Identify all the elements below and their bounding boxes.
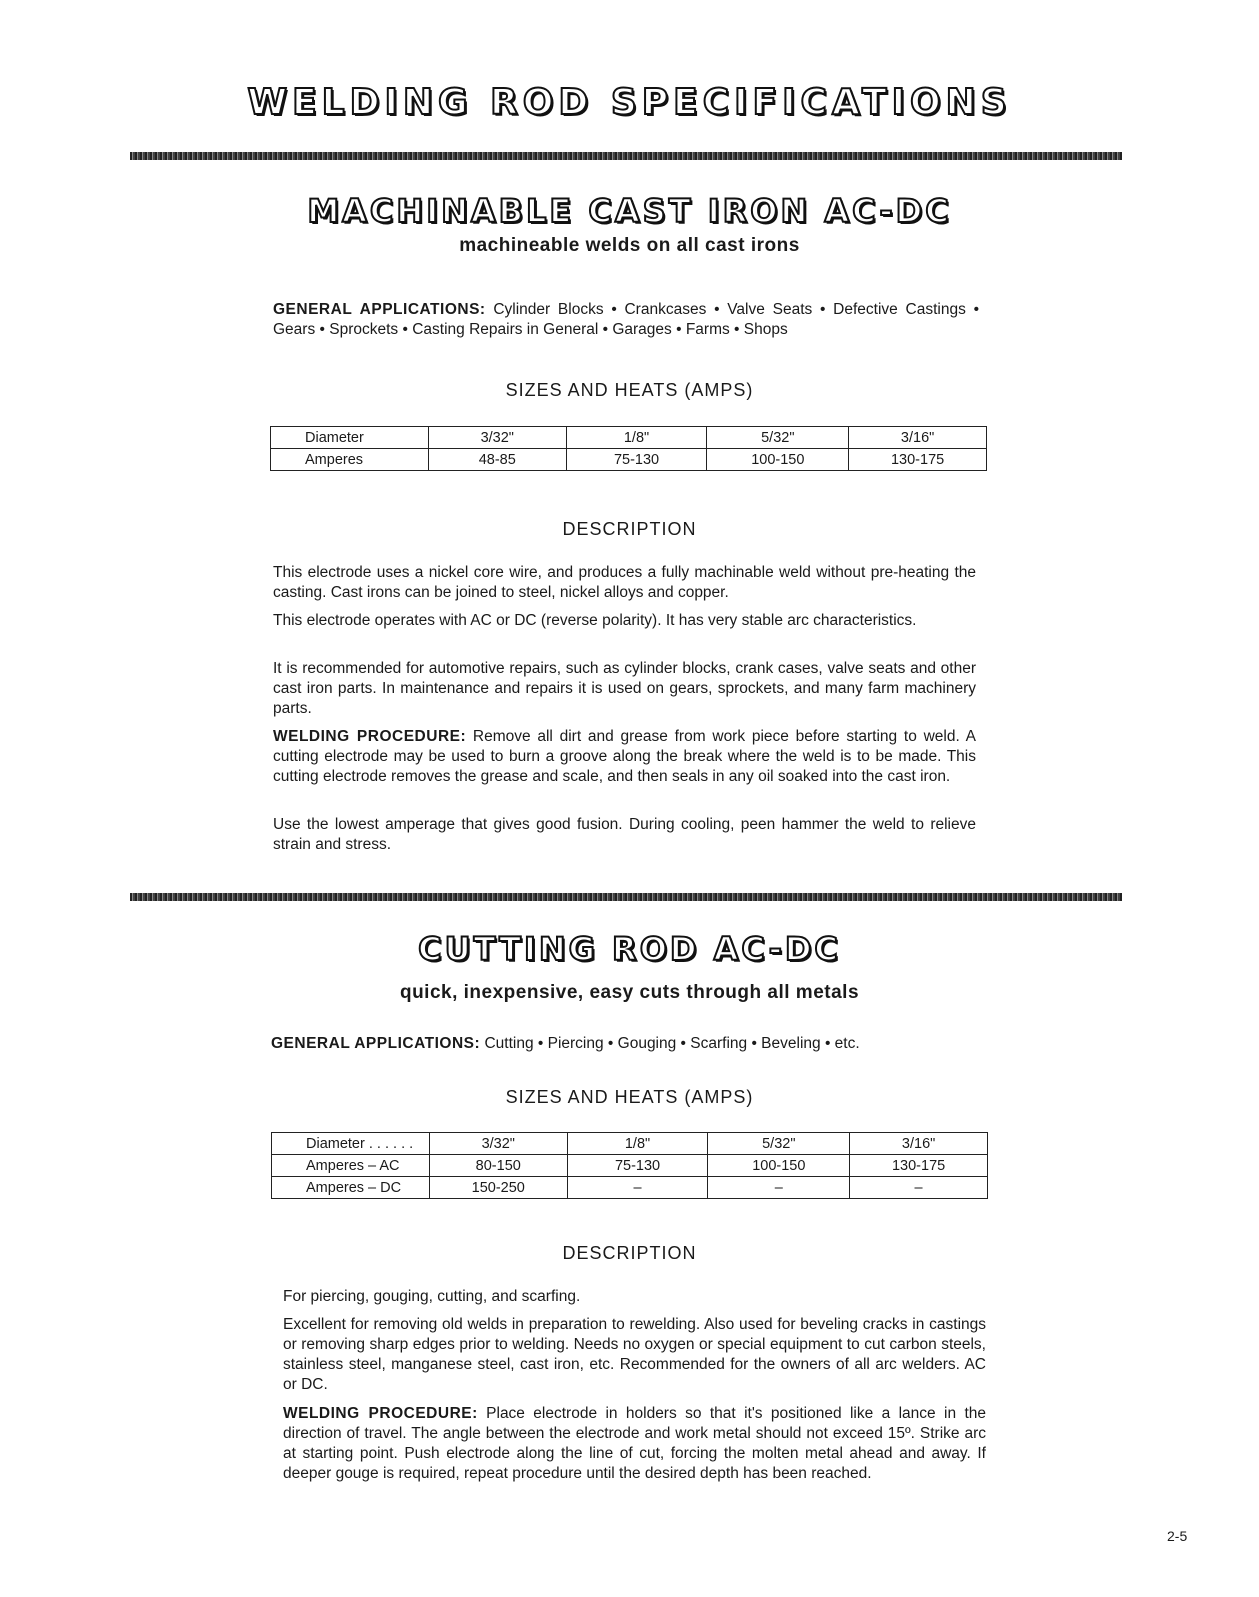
divider-middle xyxy=(130,893,1122,901)
table-cell: Diameter . . . . . . xyxy=(272,1133,430,1155)
table-cell: 3/32" xyxy=(429,1133,567,1155)
applications-text: Cutting • Piercing • Gouging • Scarfing • Beveling • etc. xyxy=(484,1035,860,1052)
section-subtitle-cutting-rod: quick, inexpensive, easy cuts through all metals xyxy=(399,982,860,1003)
table-cell: – xyxy=(850,1177,988,1199)
table-cell: 100-150 xyxy=(708,1155,850,1177)
table-cell: 150-250 xyxy=(429,1177,567,1199)
table-row xyxy=(272,1133,988,1155)
procedure-text: Place electrode in holders so that it's positioned like a lance in the direction of travel. The angle between the electrode and work metal should not exceed 15º. Strike arc at starting point. Push electrode along the line of cut, forcing the molten metal ahead and away. If deeper gouge is required, repeat procedure until the desired depth has been reached. xyxy=(283,1405,986,1482)
table-cell: 75-130 xyxy=(566,449,707,471)
table-cell: 80-150 xyxy=(429,1155,567,1177)
description-paragraph: This electrode uses a nickel core wire, and produces a fully machinable weld without pre-heating the casting. Cast irons can be joined to steel, nickel alloys and copper. xyxy=(273,564,976,601)
description-heading-cast-iron: DESCRIPTION xyxy=(562,519,697,539)
section-subtitle-cast-iron: machineable welds on all cast irons xyxy=(459,235,800,256)
table-cell: 130-175 xyxy=(849,449,987,471)
welding-procedure-cutting-rod xyxy=(283,1404,986,1484)
description-paragraph: It is recommended for automotive repairs, such as cylinder blocks, crank cases, valve seats and other cast iron parts. In maintenance and repairs it is used on gears, sprockets, and many farm machinery parts. xyxy=(273,660,976,717)
section-title-cutting-rod: CUTTING ROD AC-DC xyxy=(418,930,841,968)
applications-text: Cylinder Blocks • Crankcases • Valve Seats • Defective Castings • Gears • Sprockets • Casting Repairs in General • Garages • Farms • Shops xyxy=(273,301,979,338)
table-cell: 5/32" xyxy=(707,427,849,449)
table-row xyxy=(271,427,987,449)
table-cell: 1/8" xyxy=(567,1133,708,1155)
table-cell: Amperes – DC xyxy=(272,1177,430,1199)
table-cell: 3/32" xyxy=(428,427,566,449)
applications-label: GENERAL APPLICATIONS: xyxy=(271,1035,481,1052)
sizes-heading-cast-iron: SIZES AND HEATS (AMPS) xyxy=(505,380,754,400)
table-cell: 100-150 xyxy=(707,449,849,471)
description-paragraph: Use the lowest amperage that gives good fusion. During cooling, peen hammer the weld to relieve strain and stress. xyxy=(273,816,976,853)
procedure-label: WELDING PROCEDURE: xyxy=(273,728,467,745)
table-row xyxy=(271,449,987,471)
table-cell: – xyxy=(708,1177,850,1199)
table-cell: 48-85 xyxy=(428,449,566,471)
table-cell: 75-130 xyxy=(567,1155,708,1177)
page-number: 2-5 xyxy=(1167,1528,1188,1544)
table-cell: Amperes – AC xyxy=(272,1155,430,1177)
general-applications-cutting-rod xyxy=(271,1034,1011,1054)
procedure-text: Remove all dirt and grease from work piece before starting to weld. A cutting electrode may be used to burn a groove along the break where the weld is to be made. This cutting electrode removes the grease and scale, and then seals in any oil soaked into the cast iron. xyxy=(273,728,976,785)
page-title: WELDING ROD SPECIFICATIONS xyxy=(247,82,1012,123)
table-cell: 130-175 xyxy=(850,1155,988,1177)
divider-top xyxy=(130,152,1122,160)
table-cell: 3/16" xyxy=(850,1133,988,1155)
sizes-table-cast-iron xyxy=(270,426,987,471)
table-row xyxy=(272,1155,988,1177)
description-heading-cutting-rod: DESCRIPTION xyxy=(562,1243,697,1263)
table-cell: 1/8" xyxy=(566,427,707,449)
table-row xyxy=(272,1177,988,1199)
description-paragraph: For piercing, gouging, cutting, and scarfing. xyxy=(283,1288,581,1305)
sizes-heading-cutting-rod: SIZES AND HEATS (AMPS) xyxy=(505,1087,754,1107)
table-cell: – xyxy=(567,1177,708,1199)
table-cell: Diameter xyxy=(271,427,429,449)
table-cell: 3/16" xyxy=(849,427,987,449)
welding-procedure-cast-iron xyxy=(273,727,976,787)
description-paragraph: This electrode operates with AC or DC (reverse polarity). It has very stable arc characteristics. xyxy=(273,612,917,629)
section-title-cast-iron: MACHINABLE CAST IRON AC-DC xyxy=(307,192,952,230)
procedure-label: WELDING PROCEDURE: xyxy=(283,1405,478,1422)
sizes-table-cutting-rod xyxy=(271,1132,988,1199)
description-paragraph: Excellent for removing old welds in preparation to rewelding. Also used for beveling cracks in castings or removing sharp edges prior to welding. Needs no oxygen or special equipment to cut carbon steels, stainless steel, manganese steel, cast iron, etc. Recommended for the owners of all arc welders. AC or DC. xyxy=(283,1316,986,1393)
applications-label: GENERAL APPLICATIONS: xyxy=(273,301,486,318)
table-cell: Amperes xyxy=(271,449,429,471)
table-cell: 5/32" xyxy=(708,1133,850,1155)
general-applications-cast-iron xyxy=(273,300,979,340)
